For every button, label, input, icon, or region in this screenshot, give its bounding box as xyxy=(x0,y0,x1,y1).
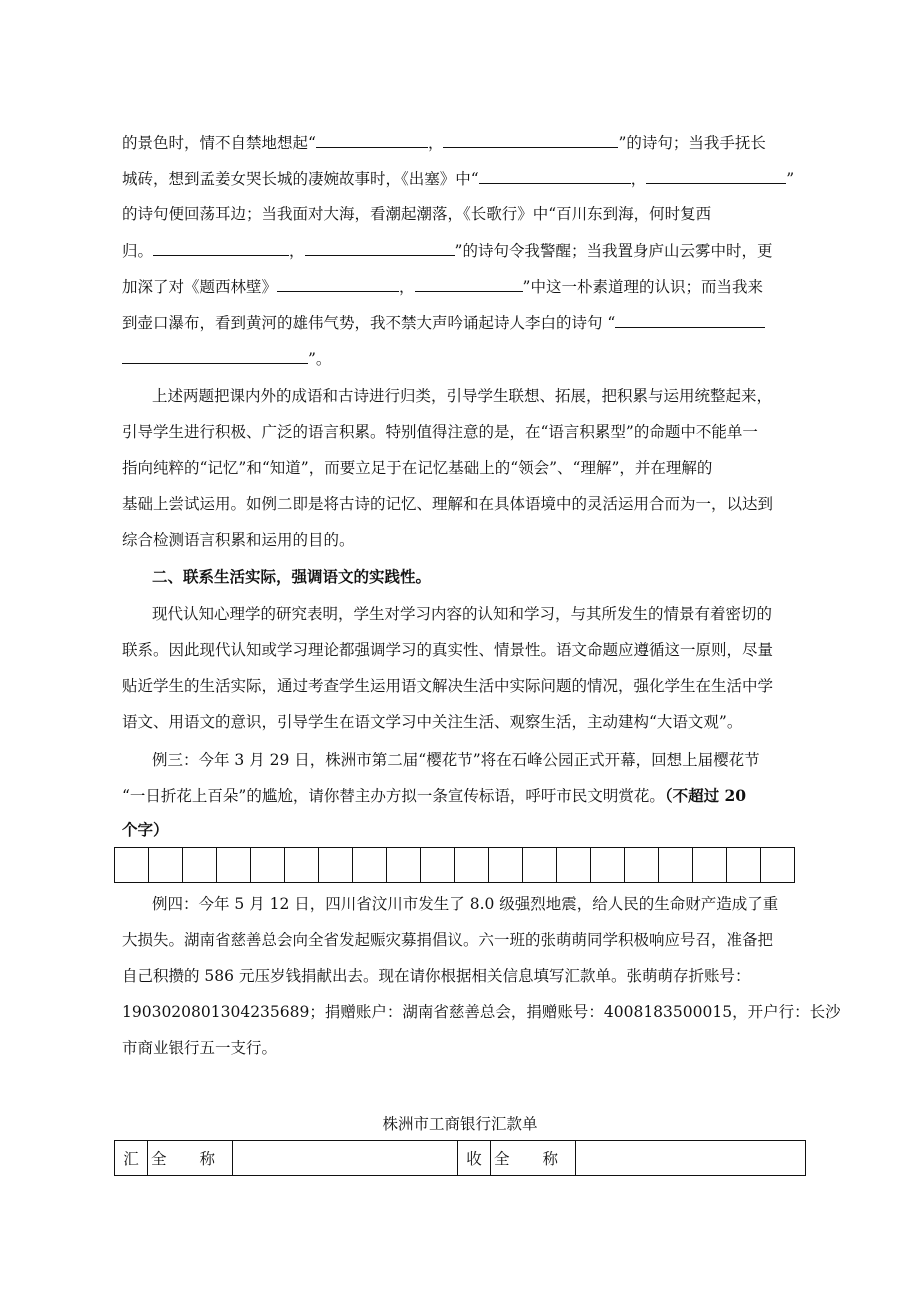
para1-line: 引导学生进行积极、广泛的语言积累。特别值得注意的是，在“语言积累型”的命题中不能单一 xyxy=(122,423,758,441)
grid-cell[interactable] xyxy=(285,848,319,883)
poem-line-4 xyxy=(122,240,772,261)
grid-cell[interactable] xyxy=(489,848,523,883)
example3-line: 个字） xyxy=(122,820,169,839)
remitter-name-field[interactable] xyxy=(233,1141,458,1176)
text: ”的诗句；当我手抚长 xyxy=(618,134,766,152)
fill-blank[interactable] xyxy=(415,276,523,292)
para2-line: 贴近学生的生活实际，通过考查学生运用语文解决生活中实际问题的情况，强化学生在生活中学 xyxy=(122,677,774,695)
para1-line: 综合检测语言积累和运用的目的。 xyxy=(122,531,355,549)
text: ” xyxy=(786,170,795,188)
grid-cell[interactable] xyxy=(183,848,217,883)
receive-label: 收 xyxy=(458,1141,491,1176)
grid-cell[interactable] xyxy=(421,848,455,883)
fill-blank[interactable] xyxy=(615,312,765,328)
example4-line: 1903020801304235689；捐赠账户：湖南省慈善总会，捐赠账号：4008183500015，开户行：长沙 xyxy=(122,1003,841,1021)
example3-line: 例三：今年 3 月 29 日，株洲市第二届“樱花节”将在石峰公园正式开幕，回想上届樱花节 xyxy=(152,751,760,769)
para2-line: 语文、用语文的意识，引导学生在语文学习中关注生活、观察生活，主动建构“大语文观”。 xyxy=(122,713,743,731)
grid-cell[interactable] xyxy=(251,848,285,883)
form-title: 株洲市工商银行汇款单 xyxy=(382,1115,538,1133)
text: ， xyxy=(289,242,305,260)
fill-blank[interactable] xyxy=(443,132,618,148)
fullname-label-left: 全 称 xyxy=(148,1141,233,1176)
para1-line: 基础上尝试运用。如例二即是将古诗的记忆、理解和在具体语境中的灵活运用合而为一，以达到 xyxy=(122,495,774,513)
text: 城砖，想到孟姜女哭长城的凄婉故事时，《出塞》中“ xyxy=(122,170,479,188)
fill-blank[interactable] xyxy=(122,348,308,364)
text: ， xyxy=(427,134,444,152)
text: ”中这一朴素道理的认识；而当我来 xyxy=(522,278,763,296)
text: 的景色时，情不自禁地想起“ xyxy=(122,134,316,152)
grid-cell[interactable] xyxy=(387,848,421,883)
answer-grid xyxy=(114,847,795,883)
fill-blank[interactable] xyxy=(277,276,399,292)
text: ， xyxy=(630,170,647,188)
text: 到壶口瀑布，看到黄河的雄伟气势，我不禁大声吟诵起诗人李白的诗句 “ xyxy=(122,314,616,332)
section-heading: 二、联系生活实际，强调语文的实践性。 xyxy=(152,567,432,586)
grid-cell[interactable] xyxy=(115,848,149,883)
text: “一日折花上百朵”的尴尬，请你替主办方拟一条宣传标语，呼吁市民文明赏花。 xyxy=(122,787,665,805)
remit-label: 汇 xyxy=(115,1141,148,1176)
example4-line: 自己积攒的 586 元压岁钱捐献出去。现在请你根据相关信息填写汇款单。张萌萌存折账号： xyxy=(122,967,751,985)
grid-cell[interactable] xyxy=(659,848,693,883)
grid-cell[interactable] xyxy=(149,848,183,883)
grid-cell[interactable] xyxy=(727,848,761,883)
grid-cell[interactable] xyxy=(693,848,727,883)
fill-blank[interactable] xyxy=(305,240,455,256)
poem-line-7 xyxy=(122,348,331,369)
grid-cell[interactable] xyxy=(625,848,659,883)
fill-blank[interactable] xyxy=(479,168,631,184)
text: ”的诗句令我警醒；当我置身庐山云雾中时，更 xyxy=(454,242,773,260)
para1-line: 指向纯粹的“记忆”和“知道”，而要立足于在记忆基础上的“领会”、“理解”，并在理解的 xyxy=(122,459,713,477)
grid-cell[interactable] xyxy=(557,848,591,883)
grid-cell[interactable] xyxy=(761,848,795,883)
text: ”。 xyxy=(308,350,332,368)
fill-blank[interactable] xyxy=(646,168,786,184)
remittance-form xyxy=(114,1140,806,1176)
example3-line xyxy=(122,786,746,806)
poem-line-2 xyxy=(122,168,794,189)
grid-cell[interactable] xyxy=(319,848,353,883)
poem-line-3: 的诗句便回荡耳边；当我面对大海，看潮起潮落，《长歌行》中“百川东到海，何时复西 xyxy=(122,205,712,223)
poem-line-5 xyxy=(122,276,763,297)
poem-line-6 xyxy=(122,312,765,333)
example4-line: 例四：今年 5 月 12 日，四川省汶川市发生了 8.0 级强烈地震，给人民的生命财产造成了重 xyxy=(152,895,779,913)
text: 加深了对《题西林壁》 xyxy=(122,278,278,296)
para2-line: 现代认知心理学的研究表明，学生对学习内容的认知和学习，与其所发生的情景有着密切的 xyxy=(152,605,773,623)
receiver-name-field[interactable] xyxy=(576,1141,806,1176)
poem-line-1 xyxy=(122,132,766,153)
text: ， xyxy=(399,278,415,296)
fullname-label-right: 全 称 xyxy=(491,1141,576,1176)
text: 归。 xyxy=(122,242,154,260)
fill-blank[interactable] xyxy=(316,132,428,148)
grid-cell[interactable] xyxy=(217,848,251,883)
grid-cell[interactable] xyxy=(523,848,557,883)
grid-cell[interactable] xyxy=(353,848,387,883)
grid-cell[interactable] xyxy=(455,848,489,883)
para2-line: 联系。因此现代认知或学习理论都强调学习的真实性、情景性。语文命题应遵循这一原则，尽量 xyxy=(122,641,774,659)
fill-blank[interactable] xyxy=(153,240,289,256)
example4-line: 市商业银行五一支行。 xyxy=(122,1039,278,1057)
word-limit-note: （不超过 20 xyxy=(664,786,747,805)
grid-cell[interactable] xyxy=(591,848,625,883)
para1-line: 上述两题把课内外的成语和古诗进行归类，引导学生联想、拓展，把积累与运用统整起来， xyxy=(152,387,773,405)
example4-line: 大损失。湖南省慈善总会向全省发起赈灾募捐倡议。六一班的张萌萌同学积极响应号召，准备把 xyxy=(122,931,774,949)
